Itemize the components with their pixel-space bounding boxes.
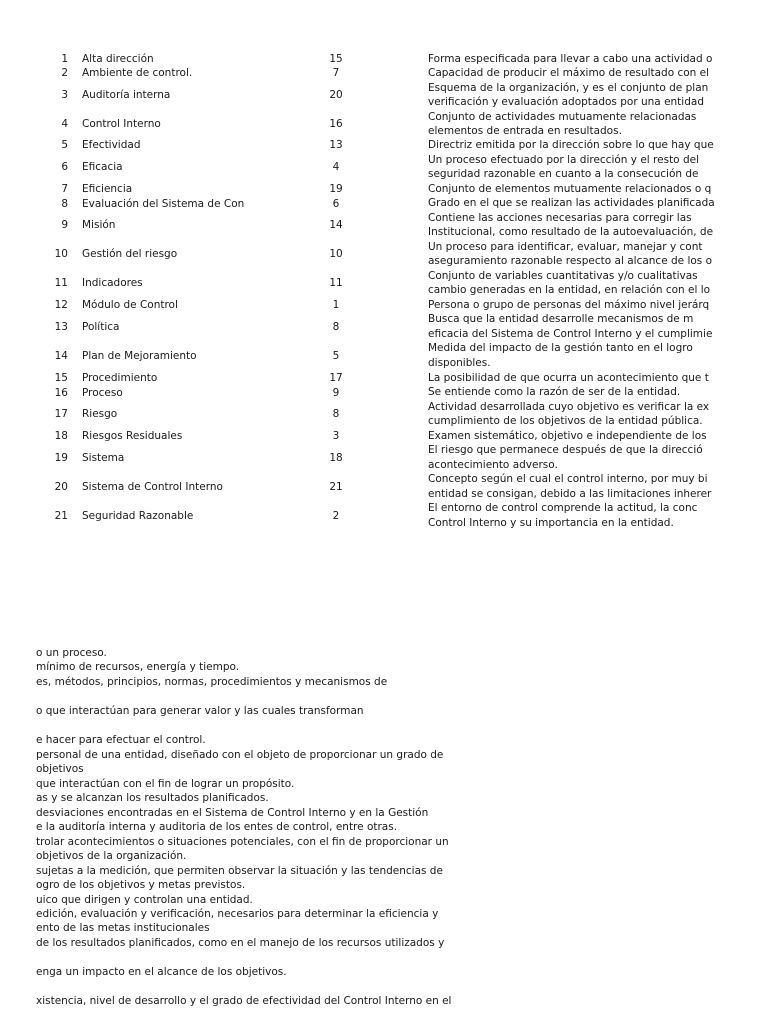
term-label: Módulo de Control <box>82 299 178 311</box>
row-number: 19 <box>54 452 68 464</box>
reference-number: 17 <box>329 372 343 384</box>
row-number: 6 <box>61 161 68 173</box>
definition-line: disponibles. <box>428 357 491 369</box>
definition-line: Contiene las acciones necesarias para corregir las <box>428 212 692 224</box>
row-number: 9 <box>61 219 68 231</box>
definition-continuation-line: de los resultados planificados, como en el manejo de los recursos utilizados y <box>36 937 445 949</box>
definition-continuation-line: mínimo de recursos, energía y tiempo. <box>36 661 240 673</box>
reference-number: 13 <box>329 139 343 151</box>
definition-line: cambio generadas en la entidad, en relación con el lo <box>428 284 711 296</box>
reference-number: 10 <box>329 248 343 260</box>
definition-line: Medida del impacto de la gestión tanto en el logro <box>428 342 693 354</box>
definition-continuation-line: uico que dirigen y controlan una entidad. <box>36 894 253 906</box>
reference-number: 8 <box>332 408 340 420</box>
definition-continuation-line: as y se alcanzan los resultados planificados. <box>36 792 269 804</box>
definition-continuation-line: personal de una entidad, diseñado con el objeto de proporcionar un grado de <box>36 749 444 761</box>
term-label: Procedimiento <box>82 372 158 384</box>
term-label: Sistema de Control Interno <box>82 481 223 493</box>
definition-continuation-line: es, métodos, principios, normas, procedimientos y mecanismos de <box>36 676 388 688</box>
definition-line: La posibilidad de que ocurra un acontecimiento que t <box>428 372 709 384</box>
row-number: 12 <box>54 299 68 311</box>
definitions-column <box>428 0 768 560</box>
definition-line: Se entiende como la razón de ser de la entidad. <box>428 386 681 398</box>
term-label: Efectividad <box>82 139 141 151</box>
row-number: 18 <box>54 430 68 442</box>
definition-line: seguridad razonable en cuanto a la consecución de <box>428 168 699 180</box>
definition-line: Directriz emitida por la dirección sobre lo que hay que <box>428 139 714 151</box>
reference-number: 3 <box>332 430 340 442</box>
definition-line: cumplimiento de los objetivos de la entidad pública. <box>428 415 703 427</box>
term-label: Control Interno <box>82 118 161 130</box>
term-label: Evaluación del Sistema de Con <box>82 198 245 210</box>
reference-number: 11 <box>329 277 343 289</box>
term-label: Gestión del riesgo <box>82 248 178 260</box>
row-number: 2 <box>61 67 68 79</box>
reference-number: 8 <box>332 321 340 333</box>
row-number: 11 <box>54 277 68 289</box>
definition-line: Grado en el que se realizan las actividades planificada <box>428 197 715 209</box>
row-number: 4 <box>61 118 68 130</box>
term-label: Alta dirección <box>82 53 154 65</box>
reference-number: 9 <box>332 387 340 399</box>
reference-number: 1 <box>332 299 340 311</box>
definition-continuation-line: trolar acontecimientos o situaciones potenciales, con el fin de proporcionar un <box>36 836 449 848</box>
reference-number: 15 <box>329 53 343 65</box>
definition-line: eficacia del Sistema de Control Interno y el cumplimie <box>428 328 713 340</box>
definition-line: El entorno de control comprende la actitud, la conc <box>428 502 698 514</box>
definition-line: Examen sistemático, objetivo e independiente de los <box>428 430 707 442</box>
definition-continuation-line: enga un impacto en el alcance de los objetivos. <box>36 966 287 978</box>
definition-continuation-line: ogro de los objetivos y metas previstos. <box>36 879 246 891</box>
definition-continuation-line: sujetas a la medición, que permiten observar la situación y las tendencias de <box>36 865 443 877</box>
reference-number: 16 <box>329 118 343 130</box>
definition-line: El riesgo que permanece después de que la direcció <box>428 444 703 456</box>
term-label: Eficiencia <box>82 183 133 195</box>
definition-continuation-line: objetivos de la organización. <box>36 850 187 862</box>
reference-number: 19 <box>329 183 343 195</box>
definition-line: Un proceso para identificar, evaluar, manejar y cont <box>428 241 703 253</box>
term-label: Misión <box>82 219 116 231</box>
reference-number: 4 <box>332 161 340 173</box>
definition-continuation-line: e hacer para efectuar el control. <box>36 734 206 746</box>
row-number: 8 <box>61 198 68 210</box>
definition-continuation-line: e la auditoría interna y auditoria de los entes de control, entre otras. <box>36 821 398 833</box>
definition-continuation-line: desviaciones encontradas en el Sistema de Control Interno y en la Gestión <box>36 807 429 819</box>
row-number: 15 <box>54 372 68 384</box>
definition-line: acontecimiento adverso. <box>428 459 558 471</box>
definition-continuation-line: edición, evaluación y verificación, necesarios para determinar la eficiencia y <box>36 908 439 920</box>
definition-line: Capacidad de producir el máximo de resultado con el <box>428 67 710 79</box>
definition-line: verificación y evaluación adoptados por una entidad <box>428 96 704 108</box>
definitions-overflow-column <box>0 600 478 1024</box>
row-number: 16 <box>54 387 68 399</box>
definition-line: Un proceso efectuado por la dirección y el resto del <box>428 154 699 166</box>
definition-continuation-line: o que interactúan para generar valor y las cuales transforman <box>36 705 364 717</box>
reference-number: 5 <box>332 350 340 362</box>
definition-line: Conjunto de elementos mutuamente relacionados o q <box>428 183 712 195</box>
term-label: Proceso <box>82 387 123 399</box>
row-number: 17 <box>54 408 68 420</box>
definition-continuation-line: o un proceso. <box>36 647 107 659</box>
definition-line: Control Interno y su importancia en la entidad. <box>428 517 674 529</box>
definition-line: entidad se consigan, debido a las limitaciones inherer <box>428 488 712 500</box>
reference-number: 7 <box>332 67 340 79</box>
definition-line: Forma especificada para llevar a cabo una actividad o <box>428 53 713 65</box>
row-number: 13 <box>54 321 68 333</box>
reference-number: 6 <box>332 198 340 210</box>
definition-continuation-line: que interactúan con el fin de lograr un propósito. <box>36 778 295 790</box>
definition-continuation-line: ento de las metas institucionales <box>36 922 210 934</box>
definition-continuation-line: xistencia, nivel de desarrollo y el grado de efectividad del Control Interno en el <box>36 995 452 1007</box>
term-label: Auditoría interna <box>82 89 171 101</box>
term-label: Plan de Mejoramiento <box>82 350 197 362</box>
term-label: Eficacia <box>82 161 123 173</box>
definition-line: elementos de entrada en resultados. <box>428 125 622 137</box>
definition-line: Esquema de la organización, y es el conjunto de plan <box>428 82 709 94</box>
definition-line: Actividad desarrollada cuyo objetivo es verificar la ex <box>428 401 710 413</box>
reference-number: 20 <box>329 89 343 101</box>
definition-line: Persona o grupo de personas del máximo nivel jerárq <box>428 299 710 311</box>
reference-number: 14 <box>329 219 343 231</box>
row-number: 21 <box>54 510 68 522</box>
definition-line: aseguramiento razonable respecto al alcance de los o <box>428 255 713 267</box>
term-label: Indicadores <box>82 277 143 289</box>
reference-number: 21 <box>329 481 343 493</box>
row-number: 20 <box>54 481 68 493</box>
definition-continuation-line: objetivos <box>36 763 84 775</box>
reference-number: 18 <box>329 452 343 464</box>
definition-line: Busca que la entidad desarrolle mecanismos de m <box>428 313 694 325</box>
row-number: 7 <box>61 183 68 195</box>
reference-number: 2 <box>332 510 340 522</box>
term-label: Ambiente de control. <box>82 67 193 79</box>
term-label: Seguridad Razonable <box>82 510 194 522</box>
definition-line: Conjunto de actividades mutuamente relacionadas <box>428 111 697 123</box>
definition-line: Concepto según el cual el control interno, por muy bi <box>428 473 708 485</box>
row-number: 3 <box>61 89 68 101</box>
row-number: 5 <box>61 139 68 151</box>
term-label: Sistema <box>82 452 125 464</box>
row-number: 14 <box>54 350 68 362</box>
term-label: Riesgos Residuales <box>82 430 183 442</box>
definition-line: Conjunto de variables cuantitativas y/o cualitativas <box>428 270 698 282</box>
term-label: Riesgo <box>82 408 118 420</box>
row-number: 1 <box>61 53 68 65</box>
row-number: 10 <box>54 248 68 260</box>
term-label: Política <box>82 321 120 333</box>
definition-line: Institucional, como resultado de la autoevaluación, de <box>428 226 714 238</box>
